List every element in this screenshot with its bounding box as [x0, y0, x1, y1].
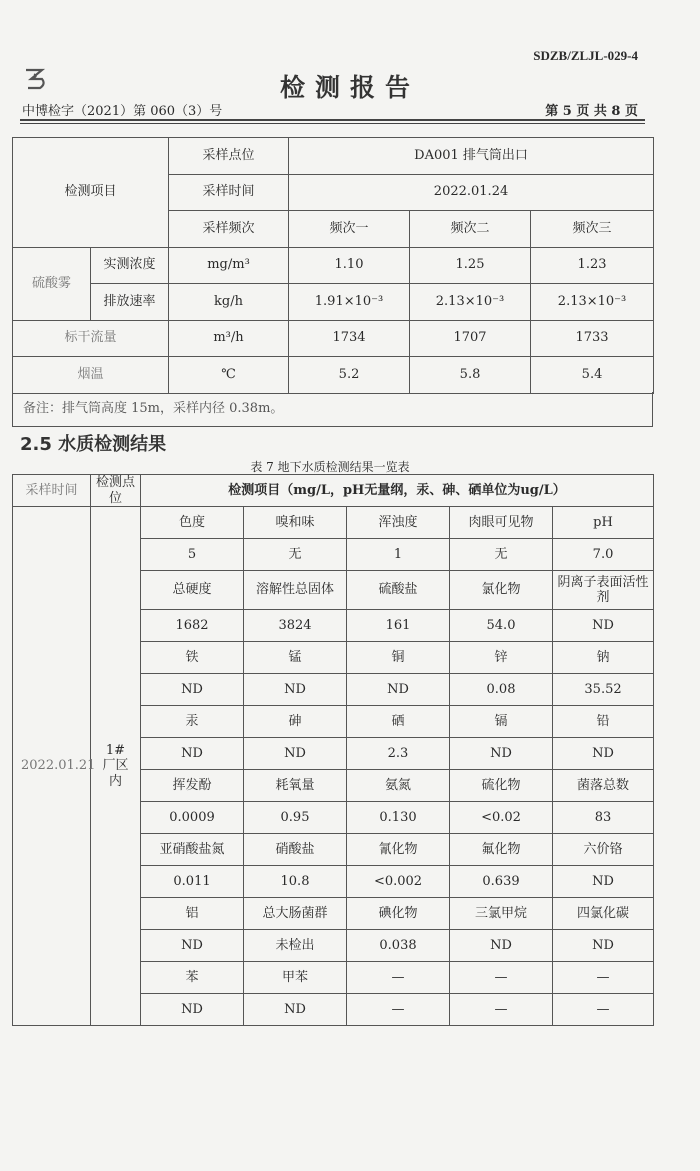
parameter-name: 溶解性总固体 [244, 571, 347, 610]
parameter-name: 总大肠菌群 [244, 898, 347, 930]
flow-label: 标干流量 [13, 320, 169, 357]
conc-value-2: 1.25 [410, 247, 531, 284]
parameter-value: ND [450, 738, 553, 770]
parameter-value: ND [553, 930, 654, 962]
document-number: SDZB/ZLJL-029-4 [533, 48, 638, 63]
rate-value-1: 1.91×10⁻³ [289, 284, 410, 321]
parameter-value: ND [553, 866, 654, 898]
sampling-date: 2022.01.21 [13, 507, 91, 1026]
freq-3: 频次三 [531, 211, 654, 248]
temp-value-3: 5.4 [531, 357, 654, 394]
parameter-name: 氰化物 [347, 834, 450, 866]
parameter-value: <0.002 [347, 866, 450, 898]
flow-value-2: 1707 [410, 320, 531, 357]
parameter-name: 甲苯 [244, 962, 347, 994]
conc-unit: mg/m³ [169, 247, 289, 284]
parameter-name: 亚硝酸盐氮 [141, 834, 244, 866]
parameter-value: ND [141, 738, 244, 770]
flow-unit: m³/h [169, 320, 289, 357]
parameter-value: 10.8 [244, 866, 347, 898]
rate-value-3: 2.13×10⁻³ [531, 284, 654, 321]
table-row [13, 507, 654, 539]
parameter-value: — [347, 994, 450, 1026]
rate-value-2: 2.13×10⁻³ [410, 284, 531, 321]
parameter-name: 锰 [244, 642, 347, 674]
parameter-name: 砷 [244, 706, 347, 738]
report-reference: 中博检字（2021）第 060（3）号 [22, 104, 223, 119]
time-value: 2022.01.24 [289, 174, 654, 211]
parameter-value: 3824 [244, 610, 347, 642]
report-title: 检测报告 [279, 73, 420, 102]
rate-label: 排放速率 [91, 284, 169, 321]
parameter-value: 161 [347, 610, 450, 642]
parameter-value: ND [244, 674, 347, 706]
parameter-name: 肉眼可见物 [450, 507, 553, 539]
parameter-name: 硒 [347, 706, 450, 738]
parameter-value: ND [347, 674, 450, 706]
parameter-value: ND [450, 930, 553, 962]
parameter-name: 阴离子表面活性剂 [553, 571, 654, 610]
table-note: 备注：排气筒高度 15m，采样内径 0.38m。 [12, 392, 653, 427]
parameter-value: 无 [244, 539, 347, 571]
col-test-items: 检测项目（mg/L，pH无量纲，汞、砷、硒单位为ug/L） [141, 475, 654, 507]
parameter-name: 硫酸盐 [347, 571, 450, 610]
parameter-name: 色度 [141, 507, 244, 539]
freq-2: 频次二 [410, 211, 531, 248]
parameter-name: 钠 [553, 642, 654, 674]
flow-value-1: 1734 [289, 320, 410, 357]
parameter-name: — [347, 962, 450, 994]
parameter-value: 7.0 [553, 539, 654, 571]
parameter-name: 三氯甲烷 [450, 898, 553, 930]
groundwater-test-table [12, 474, 654, 1026]
parameter-value: ND [141, 930, 244, 962]
parameter-value: 0.038 [347, 930, 450, 962]
location-value: DA001 排气筒出口 [289, 138, 654, 175]
parameter-name: 铁 [141, 642, 244, 674]
parameter-name: 铜 [347, 642, 450, 674]
parameter-name: 浑浊度 [347, 507, 450, 539]
parameter-value: 5 [141, 539, 244, 571]
parameter-value: 83 [553, 802, 654, 834]
parameter-value: 0.011 [141, 866, 244, 898]
parameter-value: 0.130 [347, 802, 450, 834]
parameter-value: ND [244, 738, 347, 770]
parameter-name: 氨氮 [347, 770, 450, 802]
parameter-value: ND [553, 610, 654, 642]
parameter-name: 铅 [553, 706, 654, 738]
parameter-name: 四氯化碳 [553, 898, 654, 930]
section-title: 2.5 水质检测结果 [20, 434, 167, 455]
parameter-name: 锌 [450, 642, 553, 674]
flow-value-3: 1733 [531, 320, 654, 357]
parameter-name: 氟化物 [450, 834, 553, 866]
parameter-name: 碘化物 [347, 898, 450, 930]
parameter-name: — [553, 962, 654, 994]
temp-value-2: 5.8 [410, 357, 531, 394]
parameter-name: 硝酸盐 [244, 834, 347, 866]
table-caption: 表 7 地下水质检测结果一览表 [250, 460, 410, 474]
freq-1: 频次一 [289, 211, 410, 248]
parameter-name: — [450, 962, 553, 994]
parameter-value: 1 [347, 539, 450, 571]
temp-value-1: 5.2 [289, 357, 410, 394]
parameter-name: 氯化物 [450, 571, 553, 610]
parameter-name: 硫化物 [450, 770, 553, 802]
parameter-name: 耗氧量 [244, 770, 347, 802]
parameter-value: 54.0 [450, 610, 553, 642]
pollutant-name: 硫酸雾 [13, 247, 91, 320]
parameter-name: 汞 [141, 706, 244, 738]
location-label: 采样点位 [169, 138, 289, 175]
conc-value-1: 1.10 [289, 247, 410, 284]
parameter-value: ND [141, 994, 244, 1026]
parameter-name: pH [553, 507, 654, 539]
parameter-value: 无 [450, 539, 553, 571]
col-test-point: 检测点位 [91, 475, 141, 507]
parameter-value: 2.3 [347, 738, 450, 770]
parameter-value: ND [141, 674, 244, 706]
parameter-name: 菌落总数 [553, 770, 654, 802]
parameter-value: ND [553, 738, 654, 770]
parameter-value: 35.52 [553, 674, 654, 706]
parameter-name: 镉 [450, 706, 553, 738]
parameter-value: 1682 [141, 610, 244, 642]
parameter-name: 挥发酚 [141, 770, 244, 802]
header-rule-thin [20, 123, 645, 124]
parameter-value: 0.0009 [141, 802, 244, 834]
parameter-value: 未检出 [244, 930, 347, 962]
rate-unit: kg/h [169, 284, 289, 321]
temp-unit: ℃ [169, 357, 289, 394]
parameter-value: — [450, 994, 553, 1026]
parameter-name: 铝 [141, 898, 244, 930]
conc-value-3: 1.23 [531, 247, 654, 284]
test-point: 1#厂区内 [91, 507, 141, 1026]
conc-label: 实测浓度 [91, 247, 169, 284]
header-rule-thick [20, 119, 645, 121]
parameter-name: 嗅和味 [244, 507, 347, 539]
parameter-name: 六价铬 [553, 834, 654, 866]
freq-label: 采样频次 [169, 211, 289, 248]
page-info: 第 5 页 共 8 页 [545, 104, 638, 119]
parameter-value: 0.639 [450, 866, 553, 898]
parameter-value: ND [244, 994, 347, 1026]
parameter-value: <0.02 [450, 802, 553, 834]
parameter-value: 0.08 [450, 674, 553, 706]
parameter-name: 苯 [141, 962, 244, 994]
col-sampling-time: 采样时间 [13, 475, 91, 507]
temp-label: 烟温 [13, 357, 169, 394]
item-label: 检测项目 [13, 138, 169, 248]
parameter-name: 总硬度 [141, 571, 244, 610]
time-label: 采样时间 [169, 174, 289, 211]
exhaust-test-table [12, 137, 654, 394]
parameter-value: 0.95 [244, 802, 347, 834]
parameter-value: — [553, 994, 654, 1026]
